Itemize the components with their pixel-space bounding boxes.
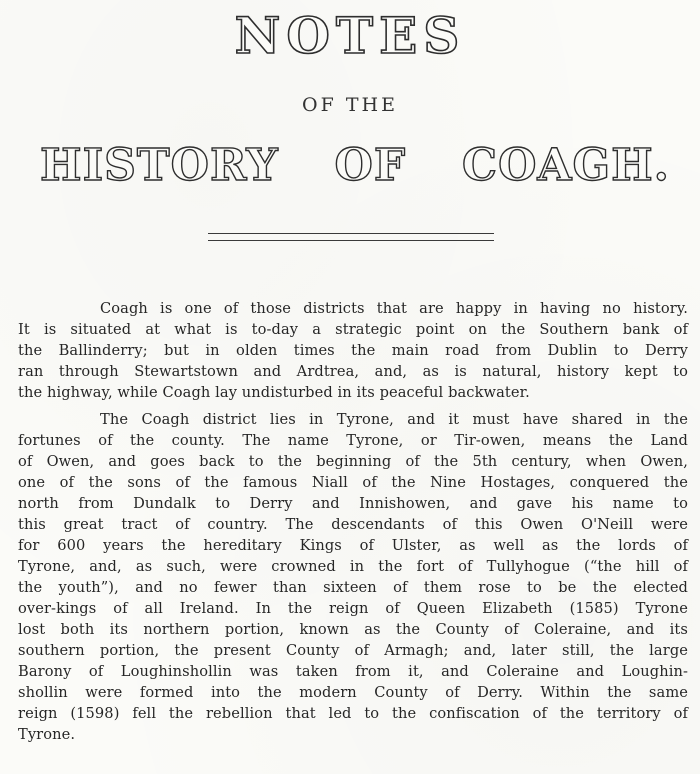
text-line: It is situated at what is to-day a strategic point on the Southern bank of bbox=[18, 321, 688, 338]
text-line: ran through Stewartstown and Ardtrea, and, as is natural, history kept to bbox=[18, 363, 688, 380]
text-line: one of the sons of the famous Niall of the Nine Hostages, conquered the bbox=[18, 474, 688, 491]
text-line: fortunes of the county. The name Tyrone, or Tir-owen, means the Land bbox=[18, 432, 688, 449]
text-line: Coagh is one of those districts that are happy in having no history. bbox=[100, 300, 688, 317]
heading-word-coagh: COAGH. bbox=[462, 140, 670, 191]
text-line: the youth”), and no fewer than sixteen of them rose to be the elected bbox=[18, 579, 688, 596]
text-line: reign (1598) fell the rebellion that led to the confiscation of the territory of bbox=[18, 705, 688, 722]
double-rule-divider bbox=[208, 233, 494, 241]
heading-word-history: HISTORY bbox=[40, 140, 279, 191]
text-line: for 600 years the hereditary Kings of Ulster, as well as the lords of bbox=[18, 537, 688, 554]
text-line: The Coagh district lies in Tyrone, and it must have shared in the bbox=[100, 411, 688, 428]
paragraph-2 bbox=[18, 409, 688, 745]
paragraph-1 bbox=[18, 298, 688, 403]
body-text bbox=[18, 298, 688, 745]
text-line: over-kings of all Ireland. In the reign of Queen Elizabeth (1585) Tyrone bbox=[18, 600, 688, 617]
heading-word-of: OF bbox=[334, 140, 407, 191]
text-line: of Owen, and goes back to the beginning of the 5th century, when Owen, bbox=[18, 453, 688, 470]
text-line: Barony of Loughinshollin was taken from it, and Coleraine and Loughin- bbox=[18, 663, 688, 680]
heading-main-title bbox=[40, 136, 670, 196]
heading-of-the: OF THE bbox=[302, 94, 398, 116]
text-line: the Ballinderry; but in olden times the main road from Dublin to Derry bbox=[18, 342, 688, 359]
text-line: this great tract of country. The descendants of this Owen O'Neill were bbox=[18, 516, 688, 533]
text-line: Tyrone, and, as such, were crowned in the fort of Tullyhogue (“the hill of bbox=[18, 558, 688, 575]
text-line: Tyrone. bbox=[18, 726, 76, 743]
text-line: north from Dundalk to Derry and Innishowen, and gave his name to bbox=[18, 495, 688, 512]
heading-notes: NOTES bbox=[234, 6, 466, 65]
text-line: shollin were formed into the modern County of Derry. Within the same bbox=[18, 684, 688, 701]
text-line: southern portion, the present County of Armagh; and, later still, the large bbox=[18, 642, 688, 659]
text-line: the highway, while Coagh lay undisturbed in its peaceful backwater. bbox=[18, 384, 530, 401]
text-line: lost both its northern portion, known as the County of Coleraine, and its bbox=[18, 621, 688, 638]
